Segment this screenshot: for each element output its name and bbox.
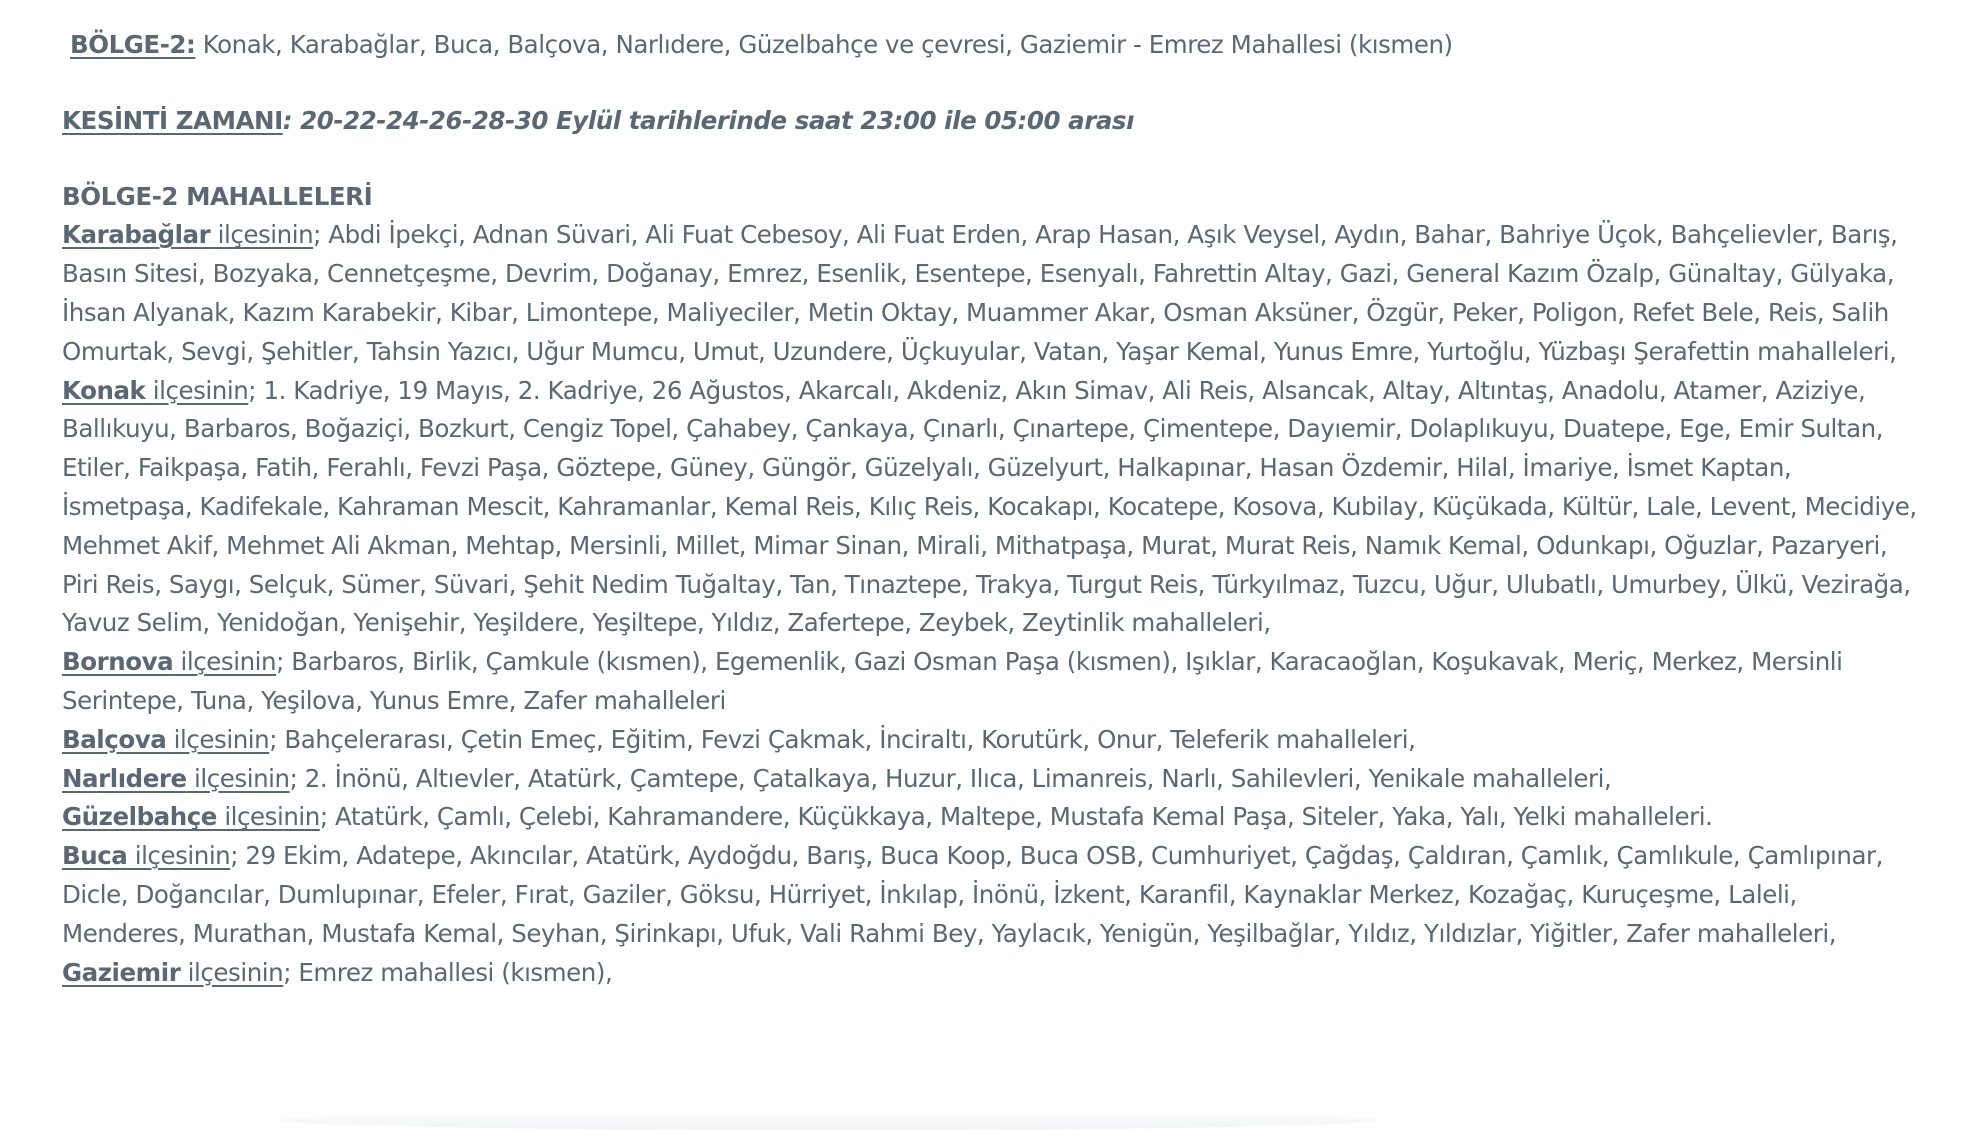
neighborhood-list: ; Emrez mahallesi (kısmen), <box>283 957 613 987</box>
outage-time-separator: : <box>282 105 293 135</box>
district-narlidere <box>62 760 1922 799</box>
district-link[interactable] <box>62 802 320 831</box>
bottom-shadow-divider <box>280 1110 1380 1130</box>
district-link[interactable] <box>62 647 276 676</box>
district-konak <box>62 372 1922 644</box>
outage-time-label: KESİNTİ ZAMANI <box>62 105 283 135</box>
district-name: Balçova <box>62 724 167 754</box>
district-guzelbahce <box>62 798 1922 837</box>
district-suffix: ilçesinin <box>180 957 284 987</box>
district-name: Buca <box>62 841 128 871</box>
district-link[interactable] <box>62 725 269 754</box>
neighborhood-list: ; Atatürk, Çamlı, Çelebi, Kahramandere, Küçükkaya, Maltepe, Mustafa Kemal Paşa, Siteler, Yaka, Yalı, Yelki mahalleleri. <box>319 802 1713 832</box>
outage-time-line <box>62 102 1922 141</box>
district-link[interactable] <box>62 764 290 793</box>
district-link[interactable] <box>62 841 230 870</box>
neighborhood-list: ; 1. Kadriye, 19 Mayıs, 2. Kadriye, 26 Ağustos, Akarcalı, Akdeniz, Akın Simav, Ali Reis, Alsancak, Altay, Altıntaş, Anadolu, Atamer, Aziziye, Ballıkuyu, Barbaros, Boğaziçi, Bozkurt, Cengiz Topel, Çahabey, Çankaya, Çınarlı, Çınartepe, Çimentepe, Dayıemir, Dolaplıkuyu, Duatepe, Ege, Emir Sultan, Etiler, Faikpaşa, Fatih, Ferahlı, Fevzi Paşa, Göztepe, Güney, Güngör, Güzelyalı, Güzelyurt, Halkapınar, Hasan Özdemir, Hilal, İmariye, İsmet Kaptan, İsmetpaşa, Kadifekale, Kahraman Mescit, Kahramanlar, Kemal Reis, Kılıç Reis, Kocakapı, Kocatepe, Kosova, Kubilay, Küçükada, Kültür, Lale, Levent, Mecidiye, Mehmet Akif, Mehmet Ali Akman, Mehtap, Mersinli, Millet, Mimar Sinan, Mirali, Mithatpaşa, Murat, Murat Reis, Namık Kemal, Odunkapı, Oğuzlar, Pazaryeri, Piri Reis, Saygı, Selçuk, Sümer, Süvari, Şehit Nedim Tuğaltay, Tan, Tınaztepe, Trakya, Turgut Reis, Türkyılmaz, Tuzcu, Uğur, Ulubatlı, Umurbey, Ülkü, Vezirağa, Yavuz Selim, Yenidoğan, Yenişehir, Yeşildere, Yeşiltepe, Yıldız, Zafertepe, Zeybek, Zeytinlik mahalleleri, <box>62 375 1917 638</box>
district-name: Konak <box>62 375 146 405</box>
district-link[interactable] <box>62 376 248 405</box>
neighborhood-list: ; 29 Ekim, Adatepe, Akıncılar, Atatürk, Aydoğdu, Barış, Buca Koop, Buca OSB, Cumhuriyet, Çağdaş, Çaldıran, Çamlık, Çamlıkule, Çamlıpınar, Dicle, Doğancılar, Dumlupınar, Efeler, Fırat, Gaziler, Göksu, Hürriyet, İnkılap, İnönü, İzkent, Karanfil, Kaynaklar Merkez, Kozağaç, Kuruçeşme, Laleli, Menderes, Murathan, Mustafa Kemal, Seyhan, Şirinkapı, Ufuk, Vali Rahmi Bey, Yaylacık, Yenigün, Yeşilbağlar, Yıldız, Yıldızlar, Yiğitler, Zafer mahalleleri, <box>62 841 1884 948</box>
neighborhood-list: ; Barbaros, Birlik, Çamkule (kısmen), Egemenlik, Gazi Osman Paşa (kısmen), Işıklar, Karacaoğlan, Koşukavak, Meriç, Merkez, Mersinli Serintepe, Tuna, Yeşilova, Yunus Emre, Zafer mahalleleri <box>62 647 1843 715</box>
document-body <box>62 26 1922 992</box>
district-suffix: ilçesinin <box>145 375 249 405</box>
region-label: BÖLGE-2: <box>70 30 196 59</box>
district-name: Karabağlar <box>62 220 211 250</box>
district-bornova <box>62 643 1922 721</box>
district-suffix: ilçesinin <box>216 802 320 832</box>
outage-time-text: 20-22-24-26-28-30 Eylül tarihlerinde saat 23:00 ile 05:00 arası <box>292 105 1135 135</box>
district-name: Narlıdere <box>62 763 187 793</box>
district-gaziemir <box>62 954 1922 993</box>
district-suffix: ilçesinin <box>186 763 290 793</box>
district-name: Gaziemir <box>62 957 181 987</box>
neighborhood-list: ; Bahçelerarası, Çetin Emeç, Eğitim, Fevzi Çakmak, İnciraltı, Korutürk, Onur, Teleferik mahalleleri, <box>269 724 1416 754</box>
neighborhood-list: ; Abdi İpekçi, Adnan Süvari, Ali Fuat Cebesoy, Ali Fuat Erden, Arap Hasan, Aşık Veysel, Aydın, Bahar, Bahriye Üçok, Bahçelievler, Barış, Basın Sitesi, Bozyaka, Cennetçeşme, Devrim, Doğanay, Emrez, Esenlik, Esentepe, Esenyalı, Fahrettin Altay, Gazi, General Kazım Özalp, Günaltay, Gülyaka, İhsan Alyanak, Kazım Karabekir, Kibar, Limontepe, Maliyeciler, Metin Oktay, Muammer Akar, Osman Aksüner, Özgür, Peker, Poligon, Refet Bele, Reis, Salih Omurtak, Sevgi, Şehitler, Tahsin Yazıcı, Uğur Mumcu, Umut, Uzundere, Üçkuyular, Vatan, Yaşar Kemal, Yunus Emre, Yurtoğlu, Yüzbaşı Şerafettin mahalleleri, <box>62 220 1898 366</box>
district-balcova <box>62 721 1922 760</box>
district-name: Bornova <box>62 647 174 677</box>
region-line <box>70 26 1922 65</box>
district-karabaglar <box>62 216 1922 371</box>
district-buca <box>62 837 1922 953</box>
region-text: Konak, Karabağlar, Buca, Balçova, Narlıdere, Güzelbahçe ve çevresi, Gaziemir - Emrez Mahallesi (kısmen) <box>195 30 1453 59</box>
district-name: Güzelbahçe <box>62 802 217 832</box>
district-suffix: ilçesinin <box>127 841 231 871</box>
district-suffix: ilçesinin <box>173 647 277 677</box>
district-link[interactable] <box>62 958 283 987</box>
district-suffix: ilçesinin <box>166 724 270 754</box>
district-suffix: ilçesinin <box>210 220 314 250</box>
section-title: BÖLGE-2 MAHALLELERİ <box>62 181 373 211</box>
neighborhood-list: ; 2. İnönü, Altıevler, Atatürk, Çamtepe, Çatalkaya, Huzur, Ilıca, Limanreis, Narlı, Sahilevleri, Yenikale mahalleleri, <box>289 763 1612 793</box>
district-link[interactable] <box>62 220 313 249</box>
